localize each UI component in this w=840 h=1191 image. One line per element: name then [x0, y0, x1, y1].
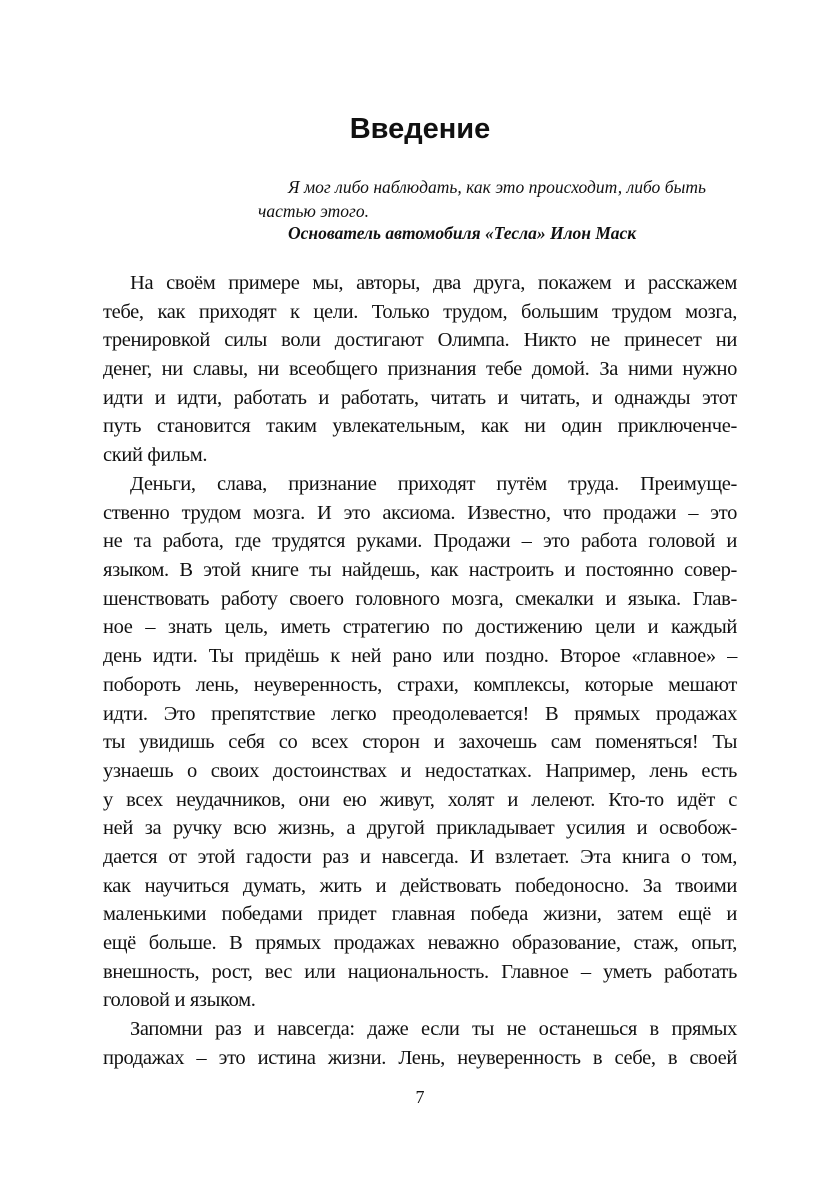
text-line: Запомни раз и навсегда: даже если ты не останешься в прямых: [130, 1018, 737, 1040]
epigraph-quote: Я мог либо наблюдать, как это происходит, либо быть частью этого.: [258, 177, 706, 221]
text-line: тебе, как приходят к цели. Только трудом, большим трудом мозга,: [103, 300, 737, 323]
text-line: шенствовать работу своего головного мозга, смекалки и языка. Глав-: [103, 587, 737, 610]
paragraph-1: [103, 269, 737, 470]
text-line: ский фильм.: [103, 444, 208, 467]
text-line: день идти. Ты придёшь к ней рано или поздно. Второе «главное» –: [103, 645, 737, 668]
text-line: не та работа, где трудятся руками. Продажи – это работа головой и: [103, 530, 737, 553]
text-line: На своём примере мы, авторы, два друга, покажем и расскажем: [130, 272, 737, 294]
text-line: ты увидишь себя со всех сторон и захочешь сам поменяться! Ты: [103, 731, 737, 754]
text-line: как научиться думать, жить и действовать победоносно. За твоими: [103, 874, 737, 897]
text-line: путь становится таким увлекательным, как ни один приключенче-: [103, 415, 737, 438]
paragraph-3: [103, 1015, 737, 1072]
text-line: ней за ручку всю жизнь, а другой прикладывает усилия и освобож-: [103, 817, 737, 840]
text-line: дается от этой гадости раз и навсегда. И взлетает. Эта книга о том,: [103, 845, 737, 868]
paragraph-2: [103, 470, 737, 1015]
text-line: продажах – это истина жизни. Лень, неуверенность в себе, в своей: [103, 1046, 737, 1069]
text-line: денег, ни славы, ни всеобщего признания тебе домой. За ними нужно: [103, 358, 737, 381]
text-line: головой и языком.: [103, 989, 256, 1012]
text-line: Деньги, слава, признание приходят путём труда. Преимуще-: [130, 473, 737, 495]
text-line: у всех неудачников, они ею живут, холят и лелеют. Кто-то идёт с: [103, 788, 737, 811]
epigraph-author: Основатель автомобиля «Тесла» Илон Маск: [288, 223, 637, 243]
text-line: идти. Это препятствие легко преодолевается! В прямых продажах: [103, 702, 737, 725]
text-line: маленькими победами придет главная победа жизни, затем ещё и: [103, 903, 737, 926]
text-line: ещё больше. В прямых продажах неважно образование, стаж, опыт,: [103, 932, 737, 954]
text-line: тренировкой силы воли достигают Олимпа. Никто не принесет ни: [103, 329, 737, 352]
page-number: 7: [415, 1087, 425, 1107]
chapter-title: Введение: [349, 113, 491, 145]
text-line: узнаешь о своих достоинствах и недостатках. Например, лень есть: [103, 759, 737, 782]
text-line: ное – знать цель, иметь стратегию по достижению цели и каждый: [103, 616, 737, 639]
text-line: побороть лень, неуверенность, страхи, комплексы, которые мешают: [103, 673, 737, 696]
text-line: внешность, рост, вес или национальность. Главное – уметь работать: [103, 960, 737, 983]
text-line: ственно трудом мозга. И это аксиома. Известно, что продажи – это: [103, 501, 737, 524]
text-line: языком. В этой книге ты найдешь, как настроить и постоянно совер-: [103, 559, 737, 582]
text-line: идти и идти, работать и работать, читать и читать, и однажды этот: [103, 386, 737, 409]
